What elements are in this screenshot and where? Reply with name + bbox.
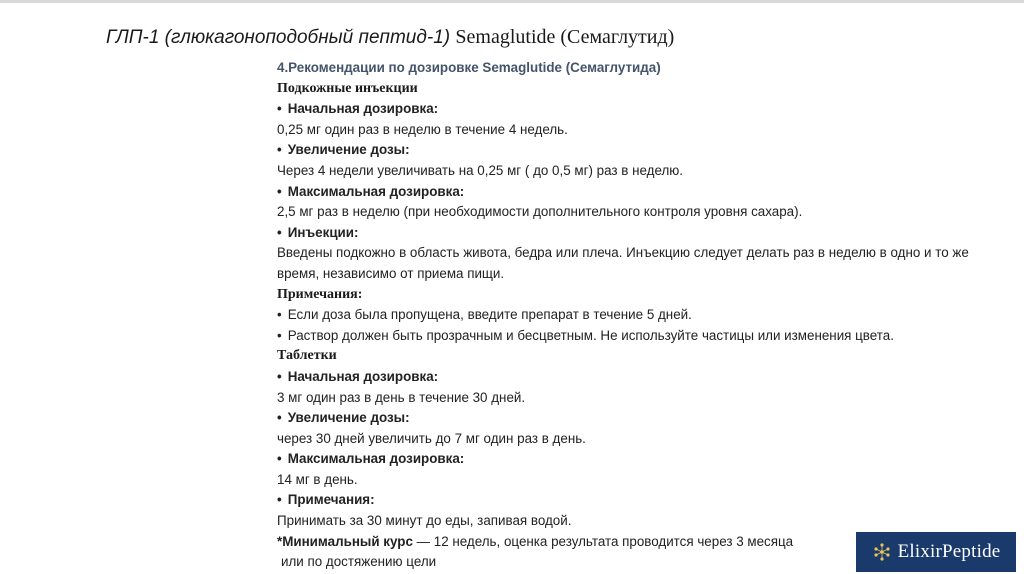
notes-heading: Примечания: xyxy=(277,286,363,302)
top-divider xyxy=(0,0,1024,3)
inj-increase-label: • Увеличение дозы: xyxy=(277,140,997,161)
tab-notes-label: • Примечания: xyxy=(277,490,997,511)
title-ru: ГЛП-1 (глюкагоноподобный пептид-1) xyxy=(106,27,451,48)
section-heading: 4.Рекомендации по дозировке Semaglutide (Семаглутида) xyxy=(277,60,661,75)
tab-increase-label: • Увеличение дозы: xyxy=(277,408,997,429)
min-course-label: *Минимальный курс xyxy=(277,533,413,549)
inj-label: • Инъекции: xyxy=(277,223,997,244)
inj-text: Введены подкожно в область живота, бедра или плеча. Инъекцию следует делать раз в неделю в одно и то же время, независимо от приема пищи. xyxy=(277,245,969,281)
logo-text: ElixirPeptide xyxy=(897,541,1001,562)
tab-increase-text: через 30 дней увеличить до 7 мг один раз в день. xyxy=(277,430,586,446)
note-item-1: • Если доза была пропущена, введите препарат в течение 5 дней. xyxy=(277,305,997,326)
tab-start-text: 3 мг один раз в день в течение 30 дней. xyxy=(277,389,526,405)
inj-max-label: • Максимальная дозировка: xyxy=(277,182,997,203)
inj-start-text: 0,25 мг один раз в неделю в течение 4 недель. xyxy=(277,121,568,137)
inj-start-label: • Начальная дозировка: xyxy=(277,99,997,120)
title-en: Semaglutide (Семаглутид) xyxy=(455,26,675,48)
min-course-text: — 12 недель, оценка результата проводится через 3 месяца xyxy=(416,533,794,549)
tab-start-label: • Начальная дозировка: xyxy=(277,367,997,388)
tablets-heading: Таблетки xyxy=(277,348,337,364)
dosage-content xyxy=(277,58,997,573)
min-course-tail: или по достяжению цели xyxy=(281,554,437,570)
inj-max-text: 2,5 мг раз в неделю (при необходимости дополнительного контроля уровня сахара). xyxy=(277,204,803,220)
elixirpeptide-logo xyxy=(856,532,1016,572)
tab-max-label: • Максимальная дозировка: xyxy=(277,449,997,470)
note-item-2: • Раствор должен быть прозрачным и бесцветным. Не используйте частицы или изменения цвета. xyxy=(277,326,997,347)
slide-title xyxy=(106,26,674,49)
tab-notes-text: Принимать за 30 минут до еды, запивая водой. xyxy=(277,513,572,529)
molecule-icon xyxy=(872,542,892,562)
tab-max-text: 14 мг в день. xyxy=(277,471,358,487)
injections-heading: Подкожные инъекции xyxy=(277,80,418,96)
inj-increase-text: Через 4 недели увеличивать на 0,25 мг ( до 0,5 мг) раз в неделю. xyxy=(277,162,684,178)
